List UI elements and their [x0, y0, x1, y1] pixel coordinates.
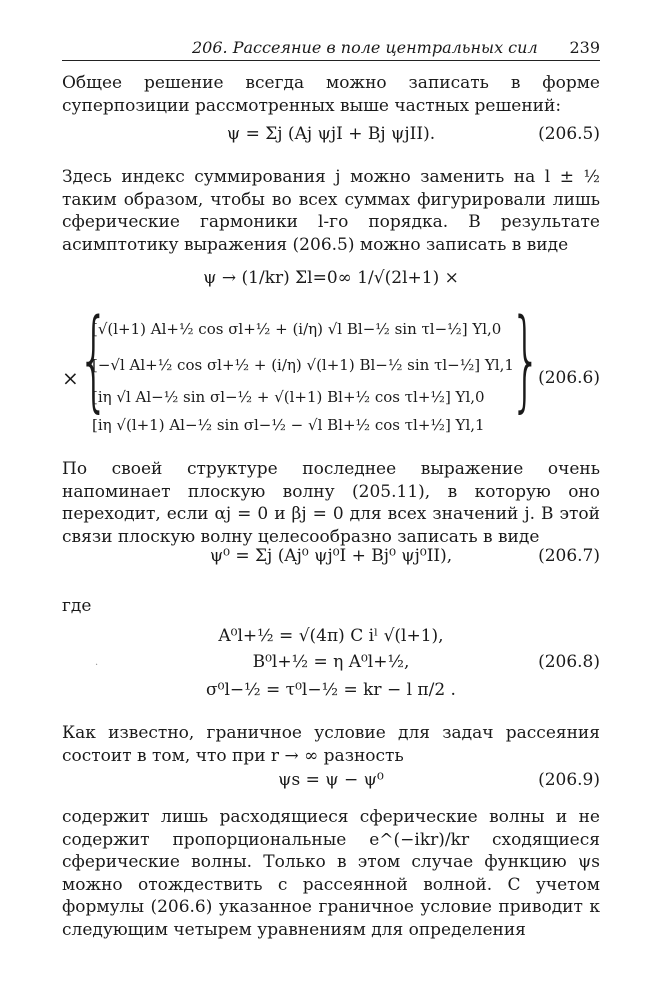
- stray-mark: ·: [95, 660, 99, 671]
- equation-206-8: [62, 626, 600, 710]
- equation-206-9-body: ψs = ψ − ψ⁰: [278, 770, 384, 790]
- equation-206-6: [62, 258, 600, 448]
- equation-206-7-body: ψ⁰ = Σj (Aj⁰ ψj⁰I + Bj⁰ ψj⁰II),: [209, 546, 453, 566]
- paragraph-index-substitution: Здесь индекс суммирования j можно заменить на l ± ½ таким образом, чтобы во всех суммах фигурировали лишь сферические гармоники l-го порядка. В результате асимптотику выражения (206.5) можно записать в виде: [62, 167, 600, 255]
- paragraph-outgoing-waves: содержит лишь расходящиеся сферические волны и не содержит пропорциональные e^(−ikr)/kr сходящиеся сферические волны. Только в этом случае функцию ψs можно отождествить с рассеянной волной. С учетом формулы (206.6) указанное граничное условие приводит к следующим четырем уравнениям для определения: [62, 807, 600, 940]
- equation-number: (206.9): [538, 770, 600, 790]
- equation-206-6-prefix: ψ → (1/kr) Σl=0∞ 1/√(2l+1) ×: [203, 268, 459, 288]
- equation-206-6-row-1: [√(l+1) Al+½ cos σl+½ + (i/η) √l Bl−½ sin τl−½] Yl,0: [92, 320, 502, 338]
- equation-206-6-row-2: [−√l Al+½ cos σl+½ + (i/η) √(l+1) Bl−½ sin τl−½] Yl,1: [92, 356, 514, 374]
- equation-206-8-line-3: σ⁰l−½ = τ⁰l−½ = kr − l π/2 .: [206, 680, 456, 700]
- equation-number: (206.5): [538, 124, 600, 144]
- equation-206-8-line-2: B⁰l+½ = η A⁰l+½,: [252, 652, 410, 672]
- equation-206-5: [62, 124, 600, 154]
- equation-206-6-row-3: [iη √l Al−½ sin σl−½ + √(l+1) Bl+½ cos τl+½] Yl,0: [92, 388, 485, 406]
- equation-number: (206.7): [538, 546, 600, 566]
- equation-206-5-body: ψ = Σj (Aj ψjI + Bj ψjII).: [226, 124, 436, 144]
- running-title: 206. Рассеяние в поле центральных сил: [192, 38, 538, 57]
- word-where: где: [62, 596, 92, 616]
- equation-number: (206.8): [538, 652, 600, 672]
- paragraph-plane-wave: По своей структуре последнее выражение очень напоминает плоскую волну (205.11), в которую оно переходит, если αj = 0 и βj = 0 для всех значений j. В этой связи плоскую волну целесообразно записать в виде: [62, 459, 600, 547]
- equation-206-6-row-4: [iη √(l+1) Al−½ sin σl−½ − √l Bl+½ cos τl+½] Yl,1: [92, 416, 485, 434]
- paragraph-boundary-condition: Как известно, граничное условие для задач рассеяния состоит в том, что при r → ∞ разность: [62, 723, 600, 766]
- times-sign: ×: [62, 366, 79, 390]
- page-number: 239: [569, 38, 600, 57]
- paragraph-intro: Общее решение всегда можно записать в форме суперпозиции рассмотренных выше частных решений:: [62, 73, 600, 116]
- equation-number: (206.6): [538, 368, 600, 388]
- equation-206-8-line-1: A⁰l+½ = √(4π) C iˡ √(l+1),: [218, 626, 444, 646]
- right-brace: }: [510, 295, 542, 423]
- equation-206-7: [62, 546, 600, 576]
- equation-206-9: [62, 770, 600, 796]
- running-header: [62, 36, 600, 61]
- left-brace: {: [78, 295, 110, 423]
